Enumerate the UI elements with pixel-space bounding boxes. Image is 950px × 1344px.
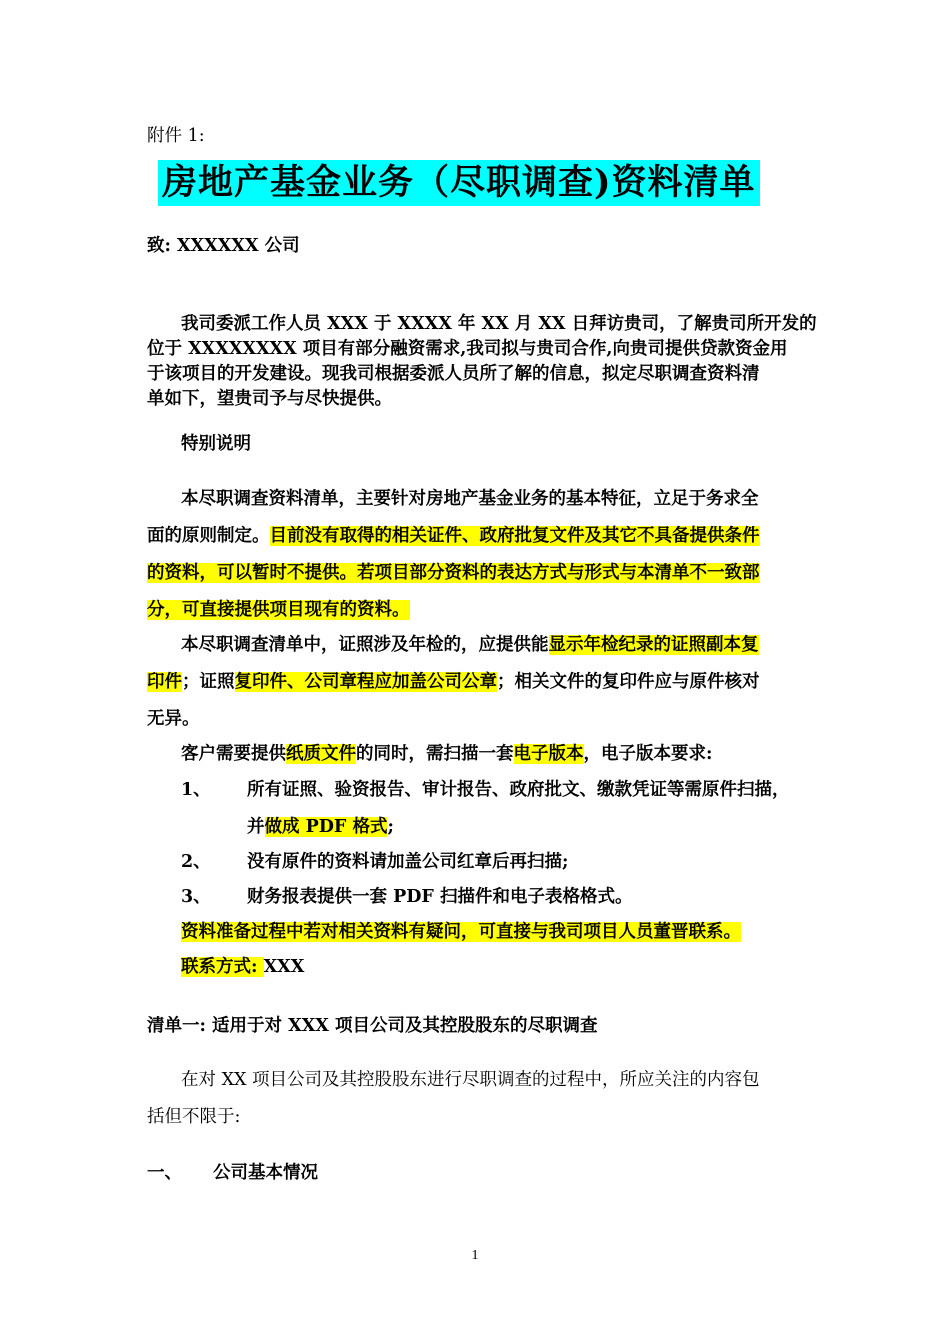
p3-text: ，电子版本要求: (583, 744, 713, 764)
title-block (158, 160, 760, 206)
highlighted-text: 资料准备过程中若对相关资料有疑问，可直接与我司项目人员董晋联系。 (181, 922, 741, 942)
list-one-intro-2: 括但不限于: (147, 1107, 241, 1127)
highlighted-text: 目前没有取得的相关证件、政府批复文件及其它不具备提供条件 (269, 526, 760, 546)
list-item-continuation (247, 815, 394, 839)
contact-note (181, 920, 741, 944)
intro-line-2: 位于 XXXXXXXX 项目有部分融资需求,我司拟与贵司合作,向贵司提供贷款资金用 (147, 339, 788, 359)
intro-line-1: 我司委派工作人员 XXX 于 XXXX 年 XX 月 XX 日拜访贵司，了解贵司所开发的 (181, 314, 817, 334)
highlighted-text: 分，可直接提供项目现有的资料。 (147, 600, 410, 620)
p3-text: 客户需要提供 (181, 744, 286, 764)
contact-value: XXX (263, 957, 305, 977)
item-number: 3、 (181, 887, 211, 907)
contact-label: 联系方式: (181, 957, 264, 977)
p2-line-1 (181, 633, 759, 657)
intro-line-4: 单如下，望贵司予与尽快提供。 (147, 389, 392, 409)
list-one-heading: 清单一: 适用于对 XXX 项目公司及其控股股东的尽职调查 (147, 1016, 598, 1036)
highlighted-text: 复印件、公司章程应加盖公司公章 (234, 672, 497, 692)
highlighted-text: 的资料，可以暂时不提供。若项目部分资料的表达方式与形式与本清单不一致部 (147, 563, 760, 583)
p2-text: 本尽职调查清单中，证照涉及年检的，应提供能 (181, 635, 549, 655)
p3-text: 的同时，需扫描一套 (356, 744, 514, 764)
item-text: 财务报表提供一套 PDF 扫描件和电子表格格式。 (247, 887, 633, 907)
list-item (181, 778, 790, 802)
section-label: 公司基本情况 (213, 1163, 318, 1183)
highlighted-text: 印件 (147, 672, 182, 692)
list-item (181, 885, 632, 909)
recipient-line: 致: XXXXXX 公司 (147, 236, 300, 256)
p1-line-4 (147, 598, 410, 622)
section-number: 一、 (147, 1163, 182, 1183)
list-one-intro-1: 在对 XX 项目公司及其控股股东进行尽职调查的过程中，所应关注的内容包 (181, 1070, 760, 1090)
special-heading: 特别说明 (181, 434, 251, 454)
item-text: 并 (247, 817, 265, 837)
item-text: 没有原件的资料请加盖公司红章后再扫描; (247, 852, 569, 872)
p1-text: 面的原则制定。 (147, 526, 270, 546)
p1-line-2 (147, 524, 760, 548)
attachment-label: 附件 1: (147, 126, 205, 146)
item-text: ; (387, 817, 394, 837)
p1-line-3 (147, 561, 760, 585)
item-text: 所有证照、验资报告、审计报告、政府批文、缴款凭证等需原件扫描， (247, 780, 790, 800)
intro-line-3: 于该项目的开发建设。现我司根据委派人员所了解的信息，拟定尽职调查资料清 (147, 364, 760, 384)
item-number: 2、 (181, 852, 211, 872)
p2-text: ；证照 (182, 672, 235, 692)
p2-line-2 (147, 670, 760, 694)
highlighted-text: 做成 PDF 格式 (264, 817, 388, 837)
document-title: 房地产基金业务（尽职调查)资料清单 (158, 160, 760, 206)
p2-line-3: 无异。 (147, 709, 200, 729)
item-number: 1、 (181, 780, 211, 800)
contact-line (181, 955, 304, 979)
list-item (181, 850, 568, 874)
p1-line-1: 本尽职调查资料清单，主要针对房地产基金业务的基本特征，立足于务求全 (181, 489, 759, 509)
highlighted-text: 电子版本 (513, 744, 584, 764)
p3-line (181, 742, 712, 766)
highlighted-text: 纸质文件 (286, 744, 356, 764)
p2-text: ；相关文件的复印件应与原件核对 (497, 672, 760, 692)
page-number: 1 (471, 1248, 479, 1263)
section-heading (147, 1161, 318, 1185)
highlighted-text: 显示年检纪录的证照副本复 (548, 635, 759, 655)
